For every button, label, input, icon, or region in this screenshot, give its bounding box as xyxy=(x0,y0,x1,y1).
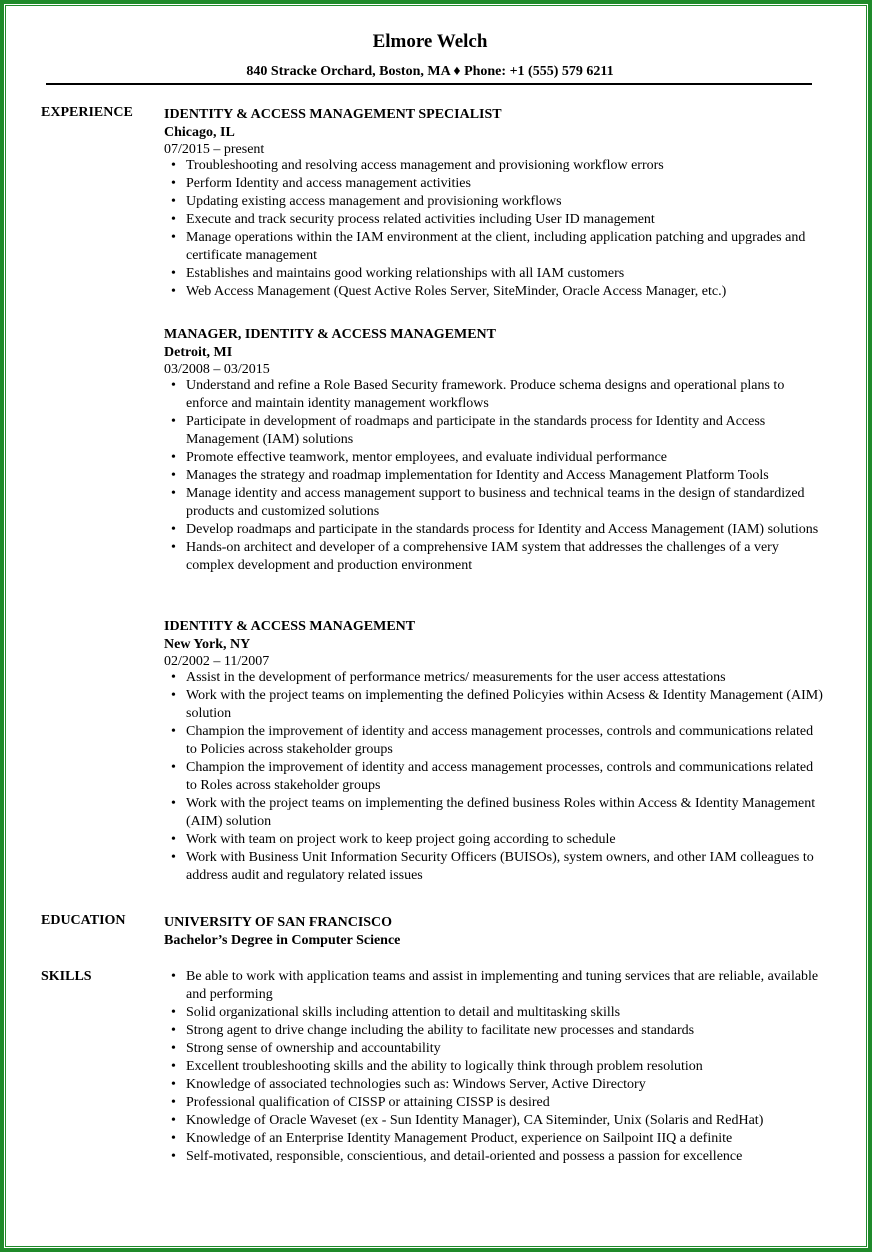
skill-item xyxy=(164,1148,824,1166)
bullet-icon: • xyxy=(171,832,176,847)
bullet-text: Updating existing access management and provisioning workflows xyxy=(186,194,562,209)
skill-item xyxy=(164,1112,824,1130)
job-entry xyxy=(164,325,824,575)
skills-list-container xyxy=(164,968,824,1166)
job-location: New York, NY xyxy=(164,637,251,652)
skill-text: Knowledge of Oracle Waveset (ex - Sun Identity Manager), CA Siteminder, Unix (Solaris and RedHat) xyxy=(186,1113,764,1128)
bullet-item xyxy=(164,485,824,521)
bullet-text: Promote effective teamwork, mentor employees, and evaluate individual performance xyxy=(186,450,668,465)
bullet-item xyxy=(164,283,824,301)
bullet-icon: • xyxy=(171,850,176,865)
bullet-icon: • xyxy=(171,670,176,685)
skill-text: Self-motivated, responsible, conscientious, and detail-oriented and possess a passion for excellence xyxy=(186,1149,743,1164)
bullet-icon: • xyxy=(171,760,176,775)
job-bullets xyxy=(164,377,824,575)
section-label-experience: EXPERIENCE xyxy=(41,105,133,120)
header-divider xyxy=(46,83,812,85)
bullet-icon: • xyxy=(171,1059,176,1074)
job-entry xyxy=(164,105,824,301)
job-entry xyxy=(164,617,824,885)
bullet-text: Hands-on architect and developer of a comprehensive IAM system that addresses the challenges of a very complex development and production environment xyxy=(186,540,779,573)
bullet-text: Champion the improvement of identity and access management processes, controls and communications related to Policies across stakeholder groups xyxy=(186,724,814,757)
bullet-icon: • xyxy=(171,688,176,703)
school-name: UNIVERSITY OF SAN FRANCISCO xyxy=(164,915,393,930)
skill-text: Knowledge of associated technologies such as: Windows Server, Active Directory xyxy=(186,1077,646,1092)
bullet-item xyxy=(164,759,824,795)
bullet-item xyxy=(164,831,824,849)
bullet-text: Champion the improvement of identity and access management processes, controls and communications related to Roles across stakeholder groups xyxy=(186,760,814,793)
bullet-icon: • xyxy=(171,1149,176,1164)
skill-item xyxy=(164,1040,824,1058)
job-bullets xyxy=(164,157,824,301)
skill-item xyxy=(164,1058,824,1076)
job-location: Detroit, MI xyxy=(164,345,233,360)
skill-text: Strong sense of ownership and accountability xyxy=(186,1041,441,1056)
section-label-education: EDUCATION xyxy=(41,913,126,928)
job-location: Chicago, IL xyxy=(164,125,235,140)
skill-item xyxy=(164,968,824,1004)
bullet-icon: • xyxy=(171,1077,176,1092)
job-dates: 07/2015 – present xyxy=(164,142,265,157)
bullet-icon: • xyxy=(171,796,176,811)
bullet-item xyxy=(164,175,824,193)
bullet-item xyxy=(164,377,824,413)
bullet-text: Web Access Management (Quest Active Roles Server, SiteMinder, Oracle Access Manager, etc.) xyxy=(186,284,727,299)
skill-text: Knowledge of an Enterprise Identity Management Product, experience on Sailpoint IIQ a definite xyxy=(186,1131,733,1146)
bullet-icon: • xyxy=(171,284,176,299)
bullet-icon: • xyxy=(171,1113,176,1128)
job-title: IDENTITY & ACCESS MANAGEMENT SPECIALIST xyxy=(164,107,502,122)
bullet-item xyxy=(164,157,824,175)
bullet-icon: • xyxy=(171,724,176,739)
bullet-text: Manage identity and access management support to business and technical teams in the design of standardized products and customized solutions xyxy=(186,486,805,519)
job-title: MANAGER, IDENTITY & ACCESS MANAGEMENT xyxy=(164,327,497,342)
degree: Bachelor’s Degree in Computer Science xyxy=(164,933,401,948)
bullet-icon: • xyxy=(171,266,176,281)
bullet-icon: • xyxy=(171,212,176,227)
bullet-item xyxy=(164,849,824,885)
bullet-text: Manages the strategy and roadmap implementation for Identity and Access Management Platform Tools xyxy=(186,468,769,483)
skill-text: Solid organizational skills including attention to detail and multitasking skills xyxy=(186,1005,621,1020)
bullet-icon: • xyxy=(171,230,176,245)
bullet-text: Work with team on project work to keep project going according to schedule xyxy=(186,832,616,847)
bullet-text: Develop roadmaps and participate in the standards process for Identity and Access Management (IAM) solutions xyxy=(186,522,819,537)
skill-item xyxy=(164,1004,824,1022)
bullet-item xyxy=(164,265,824,283)
bullet-icon: • xyxy=(171,522,176,537)
skill-text: Strong agent to drive change including the ability to facilitate new processes and standards xyxy=(186,1023,695,1038)
bullet-item xyxy=(164,723,824,759)
candidate-name: Elmore Welch xyxy=(372,31,488,52)
bullet-item xyxy=(164,669,824,687)
bullet-icon: • xyxy=(171,176,176,191)
section-label-skills: SKILLS xyxy=(41,969,92,984)
bullet-item xyxy=(164,687,824,723)
bullet-icon: • xyxy=(171,486,176,501)
bullet-item xyxy=(164,795,824,831)
bullet-text: Work with the project teams on implementing the defined Policyies within Acsess & Identity Management (AIM) solution xyxy=(186,688,823,721)
bullet-icon: • xyxy=(171,1095,176,1110)
bullet-item xyxy=(164,449,824,467)
bullet-item xyxy=(164,521,824,539)
bullet-icon: • xyxy=(171,158,176,173)
education-entry xyxy=(164,913,824,950)
skill-item xyxy=(164,1130,824,1148)
skill-text: Professional qualification of CISSP or attaining CISSP is desired xyxy=(186,1095,550,1110)
skills-list xyxy=(164,968,824,1166)
bullet-item xyxy=(164,539,824,575)
contact-line: 840 Stracke Orchard, Boston, MA ♦ Phone: +1 (555) 579 6211 xyxy=(246,64,614,79)
bullet-item xyxy=(164,193,824,211)
bullet-text: Understand and refine a Role Based Security framework. Produce schema designs and operational plans to enforce and maintain identity management workflows xyxy=(186,378,785,411)
bullet-icon: • xyxy=(171,1005,176,1020)
skill-text: Excellent troubleshooting skills and the ability to logically think through problem resolution xyxy=(186,1059,703,1074)
skill-item xyxy=(164,1094,824,1112)
bullet-icon: • xyxy=(171,194,176,209)
bullet-icon: • xyxy=(171,1131,176,1146)
bullet-text: Work with Business Unit Information Security Officers (BUISOs), system owners, and other IAM colleagues to address audit and regulatory related issues xyxy=(186,850,814,883)
job-dates: 02/2002 – 11/2007 xyxy=(164,654,270,669)
bullet-item xyxy=(164,413,824,449)
bullet-item xyxy=(164,211,824,229)
bullet-text: Perform Identity and access management activities xyxy=(186,176,471,191)
bullet-text: Execute and track security process related activities including User ID management xyxy=(186,212,655,227)
job-bullets xyxy=(164,669,824,885)
skill-item xyxy=(164,1022,824,1040)
job-title: IDENTITY & ACCESS MANAGEMENT xyxy=(164,619,416,634)
bullet-icon: • xyxy=(171,1041,176,1056)
bullet-item xyxy=(164,467,824,485)
bullet-text: Work with the project teams on implementing the defined business Roles within Access & Identity Management (AIM) solution xyxy=(186,796,816,829)
bullet-icon: • xyxy=(171,1023,176,1038)
bullet-text: Establishes and maintains good working relationships with all IAM customers xyxy=(186,266,625,281)
bullet-icon: • xyxy=(171,414,176,429)
bullet-text: Assist in the development of performance metrics/ measurements for the user access attestations xyxy=(186,670,726,685)
bullet-icon: • xyxy=(171,468,176,483)
bullet-text: Manage operations within the IAM environment at the client, including application patching and upgrades and certificate management xyxy=(186,230,806,263)
bullet-item xyxy=(164,229,824,265)
skill-item xyxy=(164,1076,824,1094)
skill-text: Be able to work with application teams and assist in implementing and tuning services that are reliable, available and performing xyxy=(186,969,819,1002)
job-dates: 03/2008 – 03/2015 xyxy=(164,362,270,377)
bullet-text: Participate in development of roadmaps and participate in the standards process for Identity and Access Management (IAM) solutions xyxy=(186,414,766,447)
bullet-icon: • xyxy=(171,969,176,984)
bullet-icon: • xyxy=(171,378,176,393)
bullet-icon: • xyxy=(171,450,176,465)
bullet-text: Troubleshooting and resolving access management and provisioning workflow errors xyxy=(186,158,664,173)
bullet-icon: • xyxy=(171,540,176,555)
